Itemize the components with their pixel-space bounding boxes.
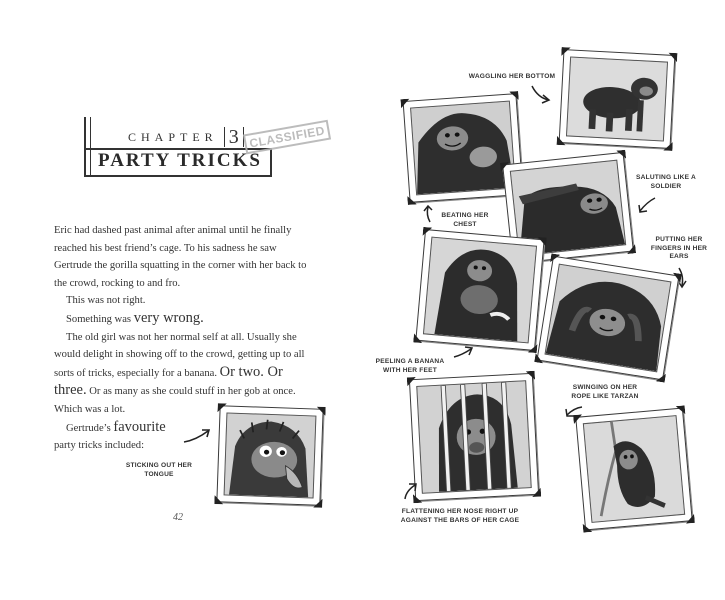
paragraph-4: The old girl was not her normal self at all. Usually she would delight in showing off to the crowd, getting up to all sorts of tricks, especially for a banana. Or two. Or three. Or as many as she could stuff in her gob at once. Which was a lot. — [54, 331, 305, 415]
left-page — [0, 0, 362, 600]
gorilla-tongue-illustration — [225, 413, 316, 497]
arrow-icon — [182, 428, 212, 444]
paragraph-5: Gertrude’s favourite — [66, 418, 166, 435]
paragraph-2: This was not right. — [66, 295, 146, 307]
arrow-icon — [530, 84, 552, 104]
gorilla-banana-illustration — [424, 238, 536, 343]
paragraph-3: Something was very wrong. — [66, 309, 204, 326]
caption-swinging-rope: SWINGING ON HER ROPE LIKE TARZAN — [571, 384, 639, 400]
classified-stamp: CLASSIFIED — [243, 120, 332, 155]
arrow-icon — [452, 345, 474, 359]
gorilla-ears-illustration — [546, 265, 671, 371]
caption-waggling-bottom: WAGGLING HER BOTTOM — [468, 73, 556, 80]
gorilla-bottom-illustration — [567, 58, 667, 141]
caption-tongue: STICKING OUT HER TONGUE — [125, 462, 193, 478]
photo-tongue — [216, 405, 323, 506]
right-page — [362, 0, 725, 600]
chapter-number: 3 — [224, 127, 244, 147]
caption-fingers-ears: PUTTING HER FINGERS IN HER EARS — [650, 236, 708, 260]
gorilla-chest-illustration — [411, 102, 515, 195]
photo-peeling-banana — [415, 229, 544, 351]
photo-waggling-bottom — [559, 49, 676, 149]
chapter-heading — [84, 117, 326, 177]
chapter-title: PARTY TRICKS — [98, 150, 262, 171]
caption-cage-bars: FLATTENING HER NOSE RIGHT UP AGAINST THE BARS OF HER CAGE — [400, 508, 520, 524]
gorilla-bars-illustration — [417, 381, 530, 493]
emphasis-favourite: favourite — [113, 418, 166, 435]
paragraph-1: Eric had dashed past animal after animal until he finally reached his best friend’s cage. To his sadness he saw Gertrude the gorilla squatting in the corner with her back to the crowd, rocking to and fro. — [54, 225, 307, 289]
gorilla-rope-illustration — [584, 416, 684, 522]
arrow-icon — [402, 482, 418, 500]
photo-fingers-ears — [536, 256, 679, 381]
paragraph-5-end: party tricks included: — [54, 440, 145, 452]
caption-peeling-banana: PEELING A BANANA WITH HER FEET — [375, 358, 445, 374]
chapter-label-row — [128, 126, 244, 148]
page-number: 42 — [173, 512, 183, 523]
caption-saluting: SALUTING LIKE A SOLDIER — [636, 174, 696, 190]
caption-beating-chest: BEATING HER CHEST — [441, 212, 489, 228]
emphasis-very-wrong: very wrong. — [133, 309, 204, 326]
emphasis-or-two-or-three: Or two. Or three. — [54, 363, 283, 399]
photo-swinging-rope — [575, 408, 693, 531]
photo-cage-bars — [409, 373, 539, 501]
arrow-icon — [637, 196, 657, 214]
chapter-label: CHAPTER — [128, 129, 218, 144]
